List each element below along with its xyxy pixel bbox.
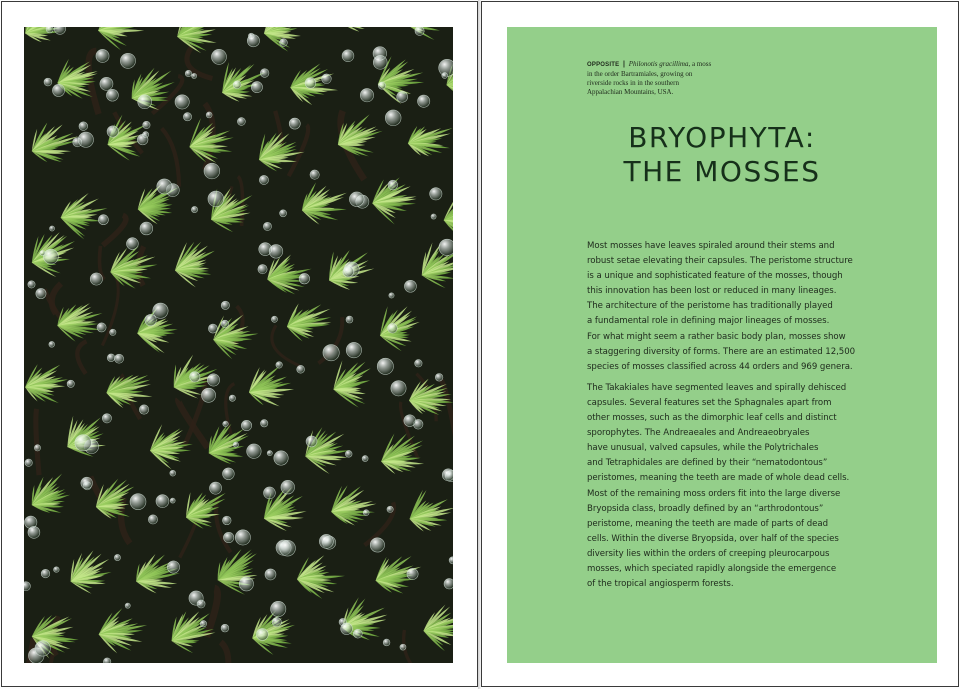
- chapter-title-line-1: BRYOPHYTA:: [628, 121, 816, 154]
- caption-species: Philonotis gracillima: [628, 60, 689, 68]
- text-line: other mosses, such as the dimorphic leaf cells and distinct: [587, 413, 837, 424]
- text-line: diversity lies within the orders of creeping pleurocarpous: [587, 548, 830, 559]
- caption-text-3: riverside rocks in in the southern: [587, 79, 679, 87]
- text-line: Bryopsida class, broadly defined by an “arthrodontous”: [587, 503, 824, 514]
- text-line: this innovation has been lost or reduced in many lineages.: [587, 286, 837, 297]
- photo-caption: [587, 60, 737, 97]
- moss-photo-illustration: [24, 27, 453, 663]
- text-line: of the tropical angiosperm forests.: [587, 579, 734, 590]
- moss-photo: [24, 27, 453, 663]
- paragraph-2: [587, 381, 877, 592]
- text-line: peristomes, meaning the teeth are made of whole dead cells.: [587, 473, 850, 484]
- paragraph-1: [587, 239, 877, 375]
- caption-text-2: in the order Bartramiales, growing on: [587, 70, 693, 78]
- text-line: Most of the remaining moss orders fit into the large diverse: [587, 488, 841, 499]
- text-line: have unusual, valved capsules, while the Polytrichales: [587, 443, 819, 454]
- text-line: capsules. Several features set the Sphagnales apart from: [587, 397, 832, 408]
- text-line: cells. Within the diverse Bryopsida, over half of the species: [587, 533, 839, 544]
- text-line: and Tetraphidales are defined by their “nematodontous”: [587, 458, 828, 469]
- caption-separator: |: [623, 61, 625, 68]
- text-line: robust setae elevating their capsules. The peristome structure: [587, 256, 853, 267]
- text-line: a staggering diversity of forms. There are an estimated 12,500: [587, 346, 856, 357]
- caption-text-4: Appalachian Mountains, USA.: [587, 88, 674, 96]
- text-line: Most mosses have leaves spiraled around their stems and: [587, 241, 835, 251]
- text-line: For what might seem a rather basic body plan, mosses show: [587, 331, 846, 342]
- chapter-title-line-2: THE MOSSES: [623, 155, 821, 188]
- text-line: sporophytes. The Andreaeales and Andreaeobryales: [587, 428, 810, 439]
- body-text: [587, 239, 877, 598]
- text-line: The architecture of the peristome has traditionally played: [587, 301, 833, 312]
- text-line: a fundamental role in defining major lineages of mosses.: [587, 316, 830, 327]
- chapter-title: [507, 121, 937, 189]
- text-panel: [507, 27, 937, 663]
- text-line: species of mosses classified across 44 orders and 969 genera.: [587, 361, 853, 372]
- caption-lead: OPPOSITE: [587, 62, 620, 68]
- text-line: The Takakiales have segmented leaves and spirally dehisced: [587, 382, 847, 393]
- caption-text-1: , a moss: [688, 60, 712, 68]
- text-line: mosses, which speciated rapidly alongside the emergence: [587, 563, 837, 574]
- text-line: is a unique and sophisticated feature of the mosses, though: [587, 271, 843, 282]
- text-line: peristome, meaning the teeth are made of parts of dead: [587, 518, 828, 529]
